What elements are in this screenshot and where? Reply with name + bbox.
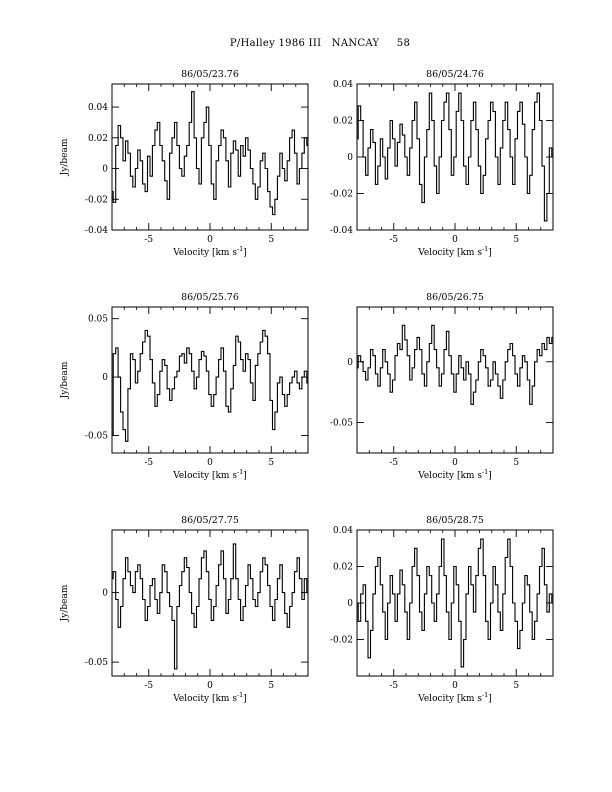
x-tick-label: 5 — [268, 458, 275, 468]
x-tick-label: 5 — [268, 235, 275, 245]
x-axis-label: Velocity [km $s^{-1}$] — [173, 468, 247, 481]
y-tick-label: -0.02 — [329, 635, 353, 646]
x-tick-label: -5 — [389, 235, 399, 245]
x-axis-label: Velocity [km $s^{-1}$] — [418, 245, 492, 258]
y-tick-label: 0 — [102, 164, 108, 175]
y-tick-label: 0.04 — [87, 103, 108, 114]
y-tick-label: 0 — [347, 599, 353, 609]
x-tick-label: 5 — [513, 235, 520, 245]
panel-5 — [60, 515, 308, 704]
panel-title: 86/05/25.76 — [181, 292, 239, 303]
y-tick-label: -0.05 — [84, 658, 108, 669]
panel-title: 86/05/24.76 — [426, 69, 484, 80]
spectrum-line — [357, 539, 553, 667]
x-tick-label: 5 — [513, 458, 520, 468]
y-tick-label: 0.05 — [87, 314, 108, 325]
spectrum-line — [112, 544, 308, 669]
x-tick-label: -5 — [144, 458, 154, 468]
y-tick-label: -0.05 — [329, 418, 353, 429]
x-tick-label: -5 — [389, 681, 399, 691]
y-tick-label: 0 — [347, 357, 353, 368]
plot-frame — [112, 530, 308, 676]
y-tick-label: 0.04 — [332, 526, 353, 536]
y-tick-label: -0.04 — [329, 226, 353, 236]
y-tick-label: 0.04 — [332, 80, 353, 90]
panel-4 — [330, 292, 553, 481]
plot-frame — [112, 84, 308, 230]
y-tick-label: 0.02 — [332, 562, 353, 573]
panel-3 — [60, 292, 308, 481]
panel-title: 86/05/23.76 — [181, 69, 239, 80]
x-tick-label: 0 — [452, 458, 458, 468]
x-tick-label: 5 — [268, 681, 275, 691]
plot-frame — [112, 307, 308, 453]
y-tick-label: -0.02 — [329, 189, 353, 200]
x-tick-label: 0 — [207, 681, 213, 691]
spectrum-line — [112, 92, 308, 215]
y-tick-label: 0 — [102, 588, 108, 599]
panel-6 — [330, 515, 553, 704]
y-axis-label: Jy/beam — [60, 584, 70, 622]
x-axis-label: Velocity [km $s^{-1}$] — [418, 468, 492, 481]
panel-title: 86/05/27.75 — [181, 515, 239, 526]
panel-title: 86/05/26.75 — [426, 292, 484, 303]
panel-2 — [330, 69, 553, 258]
y-tick-label: 0 — [102, 373, 108, 384]
x-tick-label: 5 — [513, 681, 520, 691]
panel-title: 86/05/28.75 — [426, 515, 484, 526]
y-axis-label: Jy/beam — [60, 361, 70, 399]
x-tick-label: 0 — [452, 681, 458, 691]
x-tick-label: -5 — [389, 458, 399, 468]
y-tick-label: 0.02 — [332, 116, 353, 127]
x-tick-label: 0 — [207, 458, 213, 468]
plot-frame — [357, 307, 553, 453]
y-tick-label: -0.04 — [84, 226, 108, 236]
x-axis-label: Velocity [km $s^{-1}$] — [418, 691, 492, 704]
y-tick-label: 0.02 — [87, 133, 108, 144]
x-tick-label: -5 — [144, 681, 154, 691]
y-tick-label: 0 — [347, 153, 353, 163]
x-tick-label: -5 — [144, 235, 154, 245]
spectrum-line — [357, 93, 553, 221]
x-tick-label: 0 — [207, 235, 213, 245]
x-axis-label: Velocity [km $s^{-1}$] — [173, 245, 247, 258]
x-axis-label: Velocity [km $s^{-1}$] — [173, 691, 247, 704]
x-tick-label: 0 — [452, 235, 458, 245]
y-tick-label: -0.02 — [84, 195, 108, 206]
y-tick-label: -0.05 — [84, 431, 108, 442]
y-axis-label: Jy/beam — [60, 138, 70, 176]
page-title: P/Halley 1986 III NANCAY 58 — [229, 38, 411, 49]
panel-1 — [60, 69, 308, 258]
spectrum-line — [112, 330, 308, 441]
spectrum-line — [357, 325, 553, 404]
